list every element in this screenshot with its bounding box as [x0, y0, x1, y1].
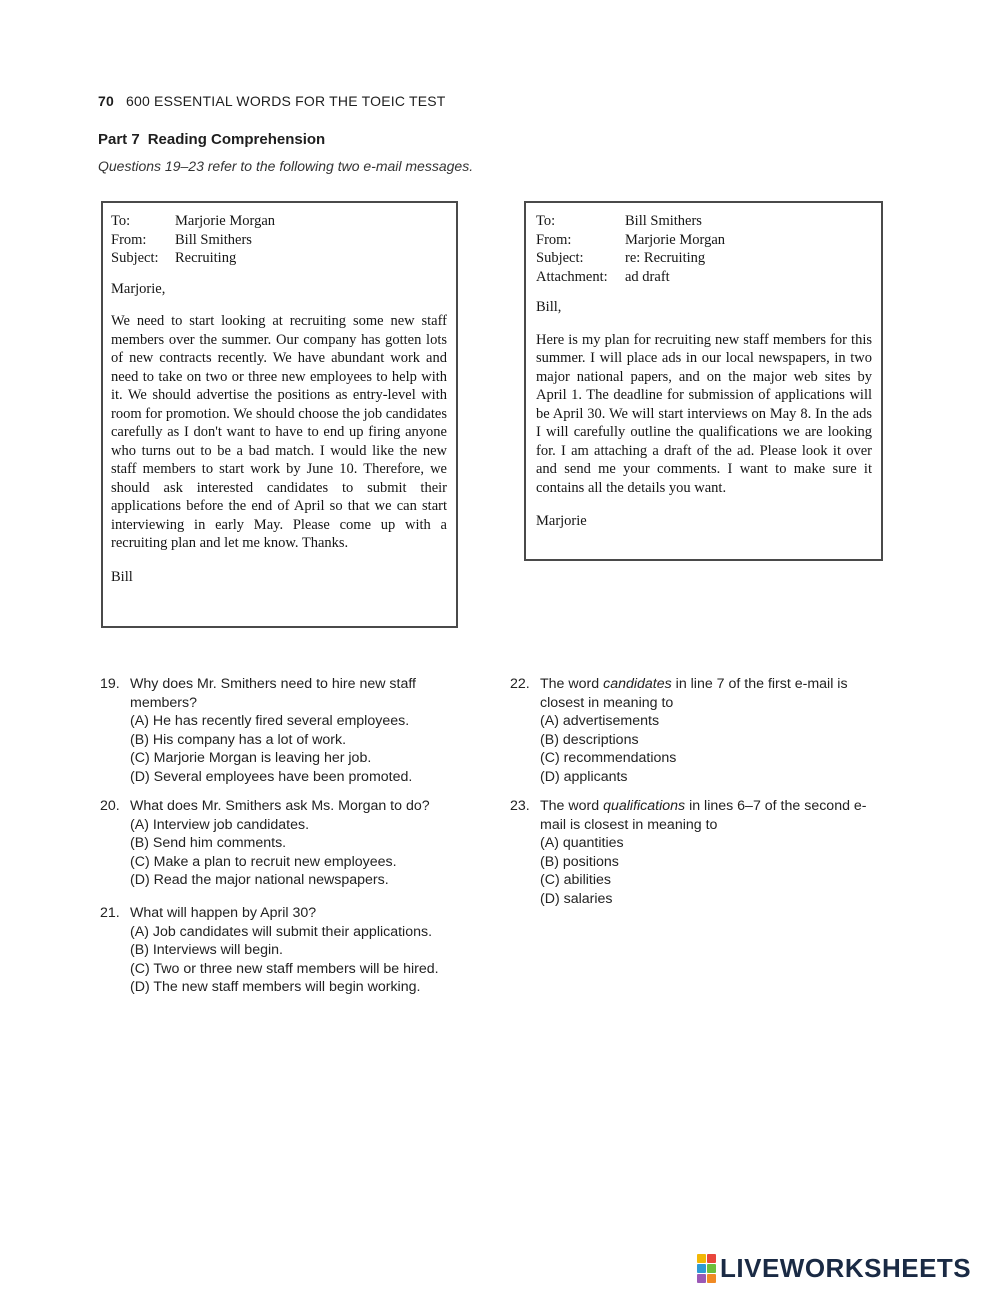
page-header [98, 93, 446, 109]
answer-option-b[interactable]: (B) descriptions [540, 731, 639, 748]
email-subject: Recruiting [175, 250, 237, 266]
answer-option-a[interactable]: (A) Job candidates will submit their applications. [130, 923, 433, 940]
email-message-2 [524, 201, 883, 561]
email-attachment-row: Attachment: ad draft [536, 268, 670, 285]
answer-option-c[interactable]: (C) Two or three new staff members will be hired. [130, 960, 439, 977]
question-text: What will happen by April 30? [130, 905, 317, 921]
question-number: 22. [510, 676, 530, 692]
answer-option-d[interactable]: (D) Several employees have been promoted. [130, 768, 413, 785]
question-term: qualifications [603, 798, 686, 814]
page-number: 70 [98, 93, 114, 109]
question-number: 23. [510, 798, 530, 814]
email-from-row: From: Marjorie Morgan [536, 231, 725, 248]
email-from: Bill Smithers [175, 231, 252, 248]
email-signature: Bill [111, 568, 133, 585]
answer-option-d[interactable]: (D) Read the major national newspapers. [130, 872, 389, 889]
email-subject: re: Recruiting [625, 250, 706, 266]
question-19 [100, 675, 480, 787]
question-text: The word qualifications in lines 6–7 of the second e-mail is closest in meaning to [540, 798, 867, 833]
answer-option-a[interactable]: (A) quantities [540, 835, 624, 852]
logo-text: LIVEWORKSHEETS [720, 1253, 972, 1283]
answer-option-c[interactable]: (C) Make a plan to recruit new employees. [130, 853, 397, 870]
answer-option-b[interactable]: (B) Interviews will begin. [130, 942, 283, 959]
answer-option-a[interactable]: (A) He has recently fired several employees. [130, 713, 410, 730]
answer-option-b[interactable]: (B) Send him comments. [130, 835, 287, 852]
email-subject-row: Subject: Recruiting [111, 250, 237, 266]
question-20 [100, 797, 480, 890]
email-greeting: Bill, [536, 299, 562, 315]
answer-option-c[interactable]: (C) abilities [540, 872, 611, 889]
email-to: Marjorie Morgan [175, 213, 275, 229]
answer-option-c[interactable]: (C) recommendations [540, 750, 677, 767]
question-number: 20. [100, 798, 120, 814]
book-title: 600 ESSENTIAL WORDS FOR THE TOEIC TEST [125, 93, 446, 109]
answer-option-d[interactable]: (D) applicants [540, 768, 628, 785]
section-name: Reading Comprehension [147, 131, 326, 148]
email-body: We need to start looking at recruiting some new staff members over the summer. Our company has gotten lots of new contracts recently. We have abundant work and need to take on two or three new employees to help with it. We should advertise the positions as entry-level with room for promotion. We should choose the job candidates carefully as I don't want to have to end up firing anyone who turns out to be a bad match. I would like the new staff members to start work by June 10. Therefore, we should ask interested candidates to submit their applications before the end of April so that we can start interviewing in early May. Please come up with a recruiting plan and let me know. Thanks. [111, 313, 447, 551]
answer-option-d[interactable]: (D) salaries [540, 890, 613, 907]
email-subject-row: Subject: re: Recruiting [536, 250, 706, 266]
answer-option-a[interactable]: (A) Interview job candidates. [130, 816, 310, 833]
answer-option-c[interactable]: (C) Marjorie Morgan is leaving her job. [130, 750, 372, 767]
answer-option-b[interactable]: (B) His company has a lot of work. [130, 731, 347, 748]
email-to-row: To: Bill Smithers [536, 213, 702, 229]
section-title [98, 131, 325, 148]
question-text: Why does Mr. Smithers need to hire new staff members? [130, 676, 416, 711]
question-number: 19. [100, 676, 120, 692]
email-greeting: Marjorie, [111, 280, 166, 297]
question-number: 21. [100, 905, 120, 921]
logo-blocks-icon [697, 1254, 716, 1283]
email-from: Marjorie Morgan [625, 231, 725, 248]
email-to: Bill Smithers [625, 213, 702, 229]
question-term: candidates [603, 676, 672, 692]
answer-option-b[interactable]: (B) positions [540, 853, 619, 870]
liveworksheets-logo [697, 1253, 971, 1284]
part-label: Part 7 [98, 131, 140, 148]
email-from-row: From: Bill Smithers [111, 231, 252, 248]
answer-option-a[interactable]: (A) advertisements [540, 713, 660, 730]
question-23 [510, 797, 890, 909]
question-text: The word candidates in line 7 of the first e-mail is closest in meaning to [540, 676, 848, 711]
email-body: Here is my plan for recruiting new staff members for this summer. I will place ads in our local newspapers, in two major national papers, and on the major web sites by April 1. The deadline for submission of applications will be April 30. We will start interviews on May 8. In the ads I will carefully outline the qualifications we are looking for. I am attaching a draft of the ad. Please look it over and send me your comments. I want to make sure it contains all the details you want. [536, 331, 872, 496]
email-to-row: To: Marjorie Morgan [111, 213, 275, 229]
email-signature: Marjorie [536, 513, 587, 529]
email-message-1 [101, 201, 458, 628]
question-21 [100, 904, 490, 997]
question-text: What does Mr. Smithers ask Ms. Morgan to do? [130, 798, 430, 814]
question-22 [510, 675, 890, 787]
instructions: Questions 19–23 refer to the following two e-mail messages. [98, 158, 474, 174]
email-attachment: ad draft [625, 268, 670, 285]
answer-option-d[interactable]: (D) The new staff members will begin working. [130, 979, 421, 996]
